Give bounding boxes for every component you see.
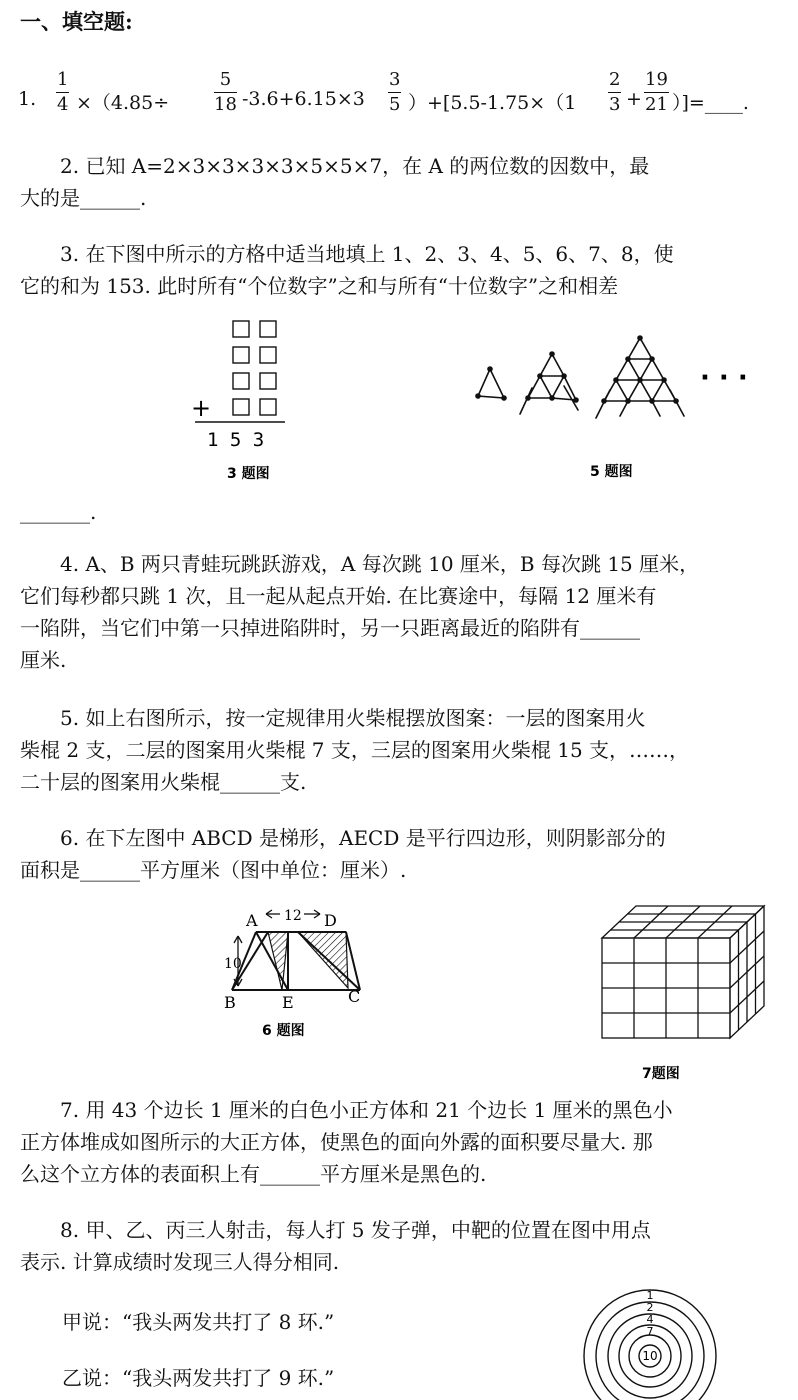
figure-6-trapezoid [210, 902, 380, 1047]
q1-fraction-e: $\frac{19}{21}$ [645, 69, 668, 115]
q4-line-3: 一陷阱，当它们中第一只掉进陷阱时，另一只距离最近的陷阱有______ [20, 616, 640, 640]
q8-line-1: 8. 甲、乙、丙三人射击，每人打 5 发子弹，中靶的位置在图中用点 [60, 1218, 651, 1242]
fig3-caption: 3 题图 [227, 466, 270, 482]
q8-jia-statement: 甲说：“我头两发共打了 8 环.” [62, 1310, 335, 1334]
q4-line-1: 4. A、B 两只青蛙玩跳跃游戏，A 每次跳 10 厘米，B 每次跳 15 厘米， [60, 552, 700, 576]
q7-line-1: 7. 用 43 个边长 1 厘米的白色小正方体和 21 个边长 1 厘米的黑色小 [60, 1098, 673, 1122]
fig6-caption: 6 题图 [262, 1023, 305, 1039]
q3-line-2: 它的和为 153. 此时所有“个位数字”之和与所有“十位数字”之和相差 [20, 274, 619, 298]
q1-text-1: ×（4.85÷ [76, 92, 170, 114]
fig3-sum: 1 5 3 [207, 429, 265, 451]
fig5-caption: 5 题图 [590, 464, 633, 480]
fig7-caption: 7题图 [642, 1066, 680, 1082]
question-3 [20, 238, 780, 302]
q1-fraction-b: $\frac{5}{18}$ [214, 69, 237, 115]
question-6 [20, 822, 780, 886]
fig6-label-height: 10 [224, 956, 242, 972]
ring-label-10: 10 [642, 1349, 658, 1363]
figure-3-addition-grid [185, 318, 305, 488]
q1-text-3: ）+[5.5-1.75×（1 [408, 92, 577, 114]
fig6-label-d: D [324, 911, 337, 930]
q8-line-2: 表示. 计算成绩时发现三人得分相同. [20, 1250, 340, 1274]
figure-7-cube [596, 902, 776, 1092]
q4-line-2: 它们每秒都只跳 1 次，且一起从起点开始. 在比赛途中，每隔 12 厘米有 [20, 584, 657, 608]
ring-label-1: 1 [646, 1289, 654, 1302]
q1-fraction-c: $\frac{3}{5}$ [389, 69, 401, 115]
ring-label-7: 7 [646, 1325, 654, 1338]
fig3-plus-sign: + [191, 394, 212, 422]
q1-text-4: + [626, 88, 642, 110]
q1-text-2: -3.6+6.15×3 [242, 88, 365, 110]
figure-8-target [582, 1280, 722, 1400]
fig6-label-a: A [246, 911, 258, 930]
section-title: 一、填空题: [20, 9, 133, 34]
figure-5-matchstick-pattern [460, 326, 780, 486]
q3-answer-blank: _______. [20, 500, 97, 524]
question-8 [20, 1214, 780, 1278]
fig5-ellipsis: · · · [700, 363, 748, 393]
q1-text-5: ）]=____. [672, 92, 749, 114]
q6-line-1: 6. 在下左图中 ABCD 是梯形，AECD 是平行四边形，则阴影部分的 [60, 826, 666, 850]
q3-line-1: 3. 在下图中所示的方格中适当地填上 1、2、3、4、5、6、7、8，使 [60, 242, 674, 266]
q2-line-1: 2. 已知 A=2×3×3×3×3×5×5×7，在 A 的两位数的因数中，最 [60, 154, 650, 178]
q1-number: 1. [18, 88, 37, 110]
q7-line-2: 正方体堆成如图所示的大正方体，使黑色的面向外露的面积要尽量大. 那 [20, 1130, 653, 1154]
q5-line-1: 5. 如上右图所示，按一定规律用火柴棍摆放图案：一层的图案用火 [60, 706, 646, 730]
ring-label-2: 2 [646, 1301, 654, 1314]
fig6-label-c: C [348, 987, 361, 1006]
q4-line-4: 厘米. [20, 648, 67, 672]
fig6-label-e: E [282, 993, 294, 1012]
question-5 [20, 702, 780, 798]
q7-line-3: 么这个立方体的表面积上有______平方厘米是黑色的. [20, 1162, 487, 1186]
fig6-label-b: B [224, 993, 236, 1012]
q1-fraction-d: $\frac{2}{3}$ [609, 69, 621, 115]
q1-fraction-a: $\frac{1}{4}$ [57, 69, 69, 115]
q6-line-2: 面积是______平方厘米（图中单位：厘米）. [20, 858, 407, 882]
q5-line-3: 二十层的图案用火柴棍______支. [20, 770, 307, 794]
q8-yi-statement: 乙说：“我头两发共打了 9 环.” [62, 1366, 335, 1390]
q2-line-2: 大的是______. [20, 186, 147, 210]
fig6-label-top: 12 [284, 908, 302, 924]
question-1 [18, 68, 798, 124]
question-7 [20, 1094, 780, 1190]
ring-label-4: 4 [646, 1313, 654, 1326]
question-4 [20, 548, 780, 676]
question-2 [20, 150, 780, 214]
q5-line-2: 柴棍 2 支，二层的图案用火柴棍 7 支，三层的图案用火柴棍 15 支，……， [20, 738, 690, 762]
